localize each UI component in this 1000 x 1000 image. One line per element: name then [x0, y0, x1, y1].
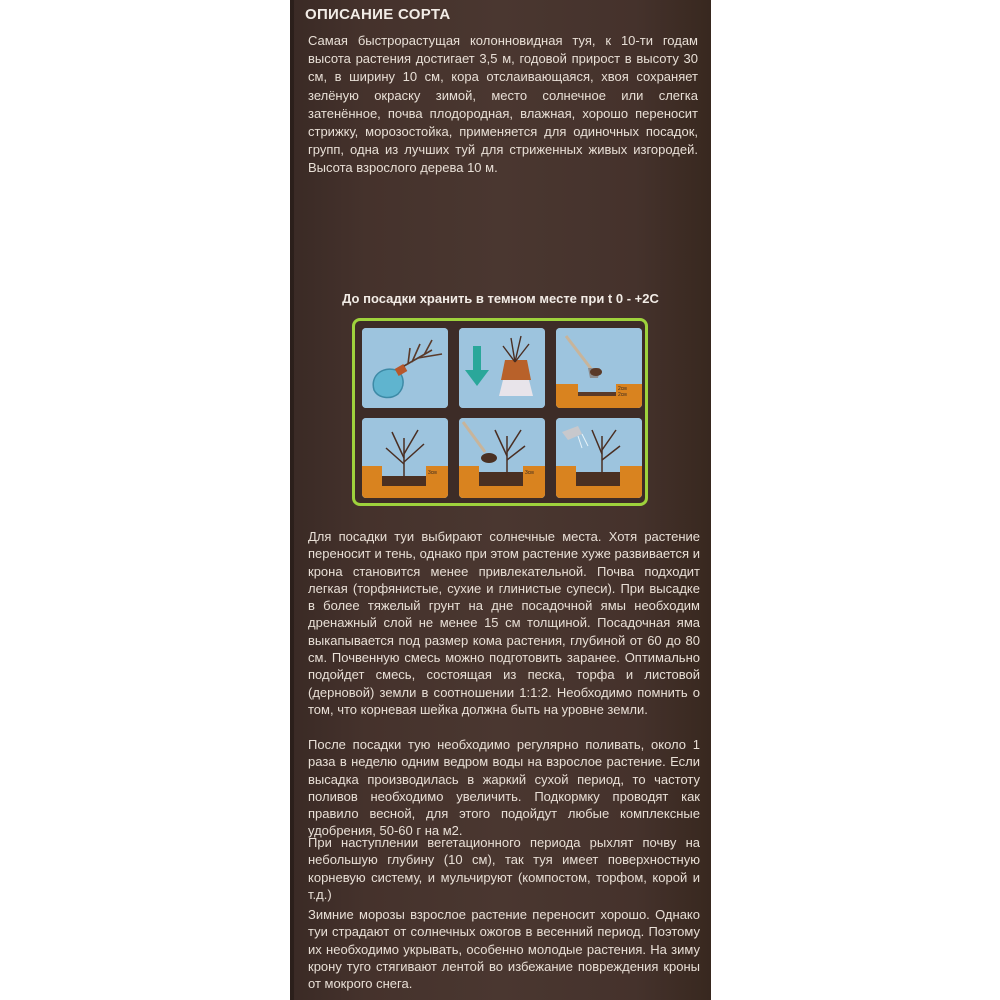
watering-illustration [556, 418, 642, 498]
storage-note: До посадки хранить в темном месте при t 0 - +2С [342, 291, 659, 306]
variety-description: Самая быстрорастущая колонновидная туя, к 10-ти годам высота растения достигает 3,5 м, годовой прирост в высоту 30 см, в ширину 10 см, кора отслаивающаяся, хвоя сохраняет зелёную окраску зимой, место солнечное или слегка затенённое, почва плодородная, влажная, хорошо переносит стрижку, морозостойка, применяется для одиночных посадок, групп, одна из лучших туй для стриженных живых изгородей. Высота взрослого дерева 10 м. [308, 33, 698, 176]
winter-paragraph: Зимние морозы взрослое растение переносит хорошо. Однако туи страдают от солнечных ожогов в весенний период. Поэтому их необходимо укрывать, особенно молодые растения. На зиму крону туго стягивают лентой во избежание повреждения кроны от мокрого снега. [308, 907, 700, 992]
step-3-depth-label-2: 2см [618, 392, 627, 398]
step-4-depth-label: 3см [428, 470, 437, 476]
watering-paragraph: После посадки тую необходимо регулярно поливать, около 1 раза в неделю одним ведром воды на взрослое растение. Если высадка производилась в жаркий сухой период, то частоту поливов необходимо увеличить. Подкормку проводят как правило весной, для этого подойдут любые комплексные удобрения, 50-60 г на м2. [308, 737, 700, 839]
filling-hole-illustration [459, 418, 545, 498]
loosening-paragraph: При наступлении вегетационного периода рыхлят почву на небольшую глубину (10 см), так туя имеет поверхностную корневую систему, и мульчируют (компостом, торфом, корой и т.д.) [308, 835, 700, 902]
step-5-fill-soil [459, 418, 545, 498]
root-ball-illustration [362, 328, 448, 408]
step-4-place-seedling [362, 418, 448, 498]
step-2-soak-in-pot [459, 328, 545, 408]
step-6-water [556, 418, 642, 498]
digging-illustration [556, 328, 642, 408]
planting-paragraph: Для посадки туи выбирают солнечные места. Хотя растение переносит и тень, однако при этом растение хуже развивается и крона становится менее привлекательной. Почва подходит легкая (торфянистые, сухие и глинистые супеси). При высадке в более тяжелый грунт на дне посадочной ямы необходим дренажный слой не менее 15 см толщиной. Посадочная яма выкапывается под размер кома растения, глубиной от 60 до 80 см. Почвенную смесь можно подготовить заранее. Оптимально подойдет смесь, состоящая из песка, торфа и листовой (дерновой) земли в соотношении 1:1:2. Необходимо помнить о том, что корневая шейка должна быть на уровне земли. [308, 529, 700, 717]
seedling-in-hole-illustration [362, 418, 448, 498]
pot-and-arrow-illustration [459, 328, 545, 408]
step-3-dig-hole [556, 328, 642, 408]
planting-instructions-panel [352, 318, 648, 506]
step-5-depth-label: 3см [525, 470, 534, 476]
step-3-depth-label-1: 2см [618, 386, 627, 392]
section-title: ОПИСАНИЕ СОРТА [305, 6, 451, 23]
seed-packet-back [290, 0, 711, 1000]
step-1-unpack-roots [362, 328, 448, 408]
